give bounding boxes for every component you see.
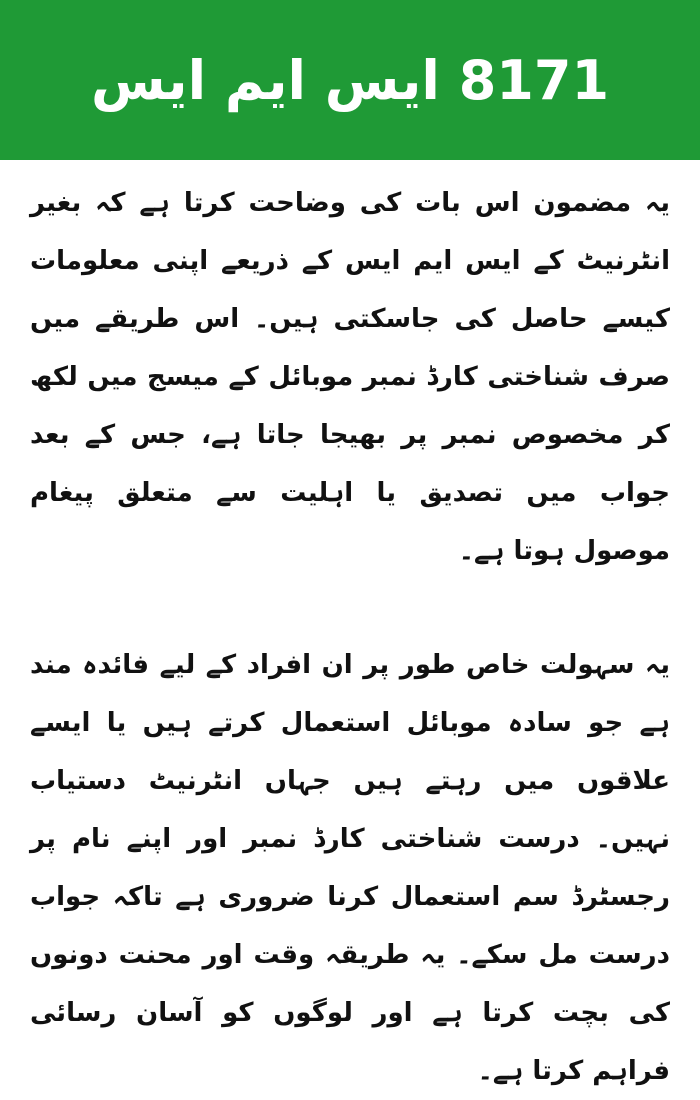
title-banner [0, 0, 700, 160]
page-title: 8171 ایس ایم ایس [90, 48, 610, 112]
article-body [30, 174, 670, 1086]
paragraph-1: یہ مضمون اس بات کی وضاحت کرتا ہے کہ بغیر انٹرنیٹ کے ایس ایم ایس کے ذریعے اپنی معلومات کیسے حاصل کی جاسکتی ہیں۔ اس طریقے میں صرف شناختی کارڈ نمبر موبائل کے میسج میں لکھ کر مخصوص نمبر پر بھیجا جاتا ہے، جس کے بعد جواب میں تصدیق یا اہلیت سے متعلق پیغام موصول ہوتا ہے۔ [30, 188, 670, 566]
paragraph-2: یہ سہولت خاص طور پر ان افراد کے لیے فائدہ مند ہے جو سادہ موبائل استعمال کرتے ہیں یا ایسے علاقوں میں رہتے ہیں جہاں انٹرنیٹ دستیاب نہیں۔ درست شناختی کارڈ نمبر اور اپنے نام پر رجسٹرڈ سم استعمال کرنا ضروری ہے تاکہ جواب درست مل سکے۔ یہ طریقہ وقت اور محنت دونوں کی بچت کرتا ہے اور لوگوں کو آسان رسائی فراہم کرتا ہے۔ [30, 650, 670, 1086]
